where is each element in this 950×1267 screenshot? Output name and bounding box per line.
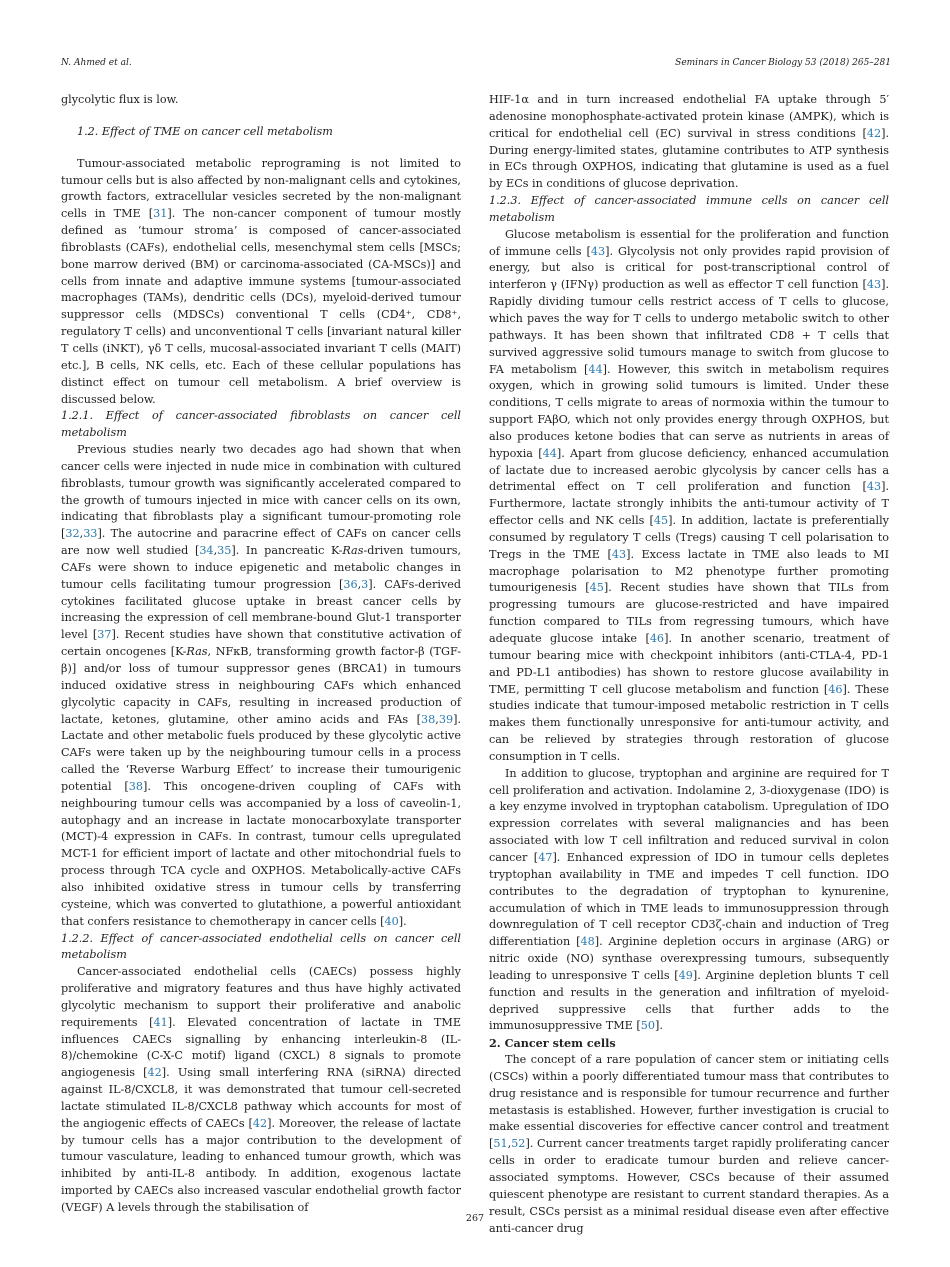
paragraph-tryptophan: In addition to glucose, tryptophan and arginine are required for T cell proliferation and activation. Indolamine 2, 3-dioxygenase (IDO) is a key enzyme involved in tryptophan catabolism. Upregulation of IDO expression correlates with several malignancies and has been associated with low T cell infiltration and reduced survival in colon cancer [47]. Enhanced expression of IDO in tumour cells depletes tryptophan availability in TME and impedes T cell function. IDO contributes to the degradation of tryptophan to kynurenine, accumulation of which in TME leads to immunosuppression through downregulation of T cell receptor CD3ζ-chain and induction of Treg differentiation [48]. Arginine depletion occurs in arginase (ARG) or nitric oxide (NO) synthase overexpressing tumours, subsequently leading to unresponsive T cells [49]. Arginine depletion blunts T cell function and results in the generation and infiltration of myeloid-deprived suppressive cells that further adds to the immunosuppressive TME [50]. [489,766,889,1033]
citation-link[interactable]: 51 [493,1137,508,1151]
section-1-2-heading: 1.2. Effect of TME on cancer cell metabolism [77,124,333,138]
citation-link[interactable]: 43 [866,278,882,292]
citation-link[interactable]: 38 [421,712,436,726]
paragraph-caecs: Cancer-associated endothelial cells (CAECs) possess highly proliferative and migratory features and thus have highly activated glycolytic mechanism to support their proliferative and anabolic requirements [41]. Elevated concentration of lactate in TME influences CAECs signalling by enhancing interleukin-8 (IL-8)/chemokine (C-X-C motif) ligand (CXCL) 8 signals to promote angiogenesis [42]. Using small interfering RNA (siRNA) directed against IL-8/CXCL8, it was demonstrated that tumour cell-secreted lactate stimulated IL-8/CXCL8 pathway which accounts for most of the angiogenic effects of CAECs [42]. Moreover, the release of lactate by tumour cells has a major contribution to the development of tumour vasculature, leading to enhanced tumour growth, which was inhibited by anti-IL-8 antibody. In addition, exogenous lactate imported by CAECs also increased vascular endothelial growth factor (VEGF) A levels through the stabilisation of [61,965,462,1214]
continuation-text: glycolytic flux is low. [61,93,179,106]
running-head-authors: N. Ahmed et al. [61,58,132,68]
citation-link[interactable]: 32 [65,527,80,541]
section-1-2-3-heading: 1.2.3. Effect of cancer-associated immune cells on cancer cell metabolism [489,194,889,224]
citation-link[interactable]: 43 [866,480,882,494]
citation-link[interactable]: 37 [97,628,112,642]
page-number: 267 [465,1213,485,1224]
paragraph-cafs: Previous studies nearly two decades ago had shown that when cancer cells were injected in nude mice in combination with cultured fibroblasts, tumour growth was significantly accelerated compared to the growth of tumours injected in mice with cancer cells on its own, indicating that fibroblasts play a significant tumour-promoting role [32,33]. The autocrine and paracrine effect of CAFs on cancer cells are now well studied [34,35]. In pancreatic K-Ras-driven tumours, CAFs were shown to induce epigenetic and metabolic changes in tumour cells facilitating tumour progression [36,3]. CAFs-derived cytokines facilitated glucose uptake in breast cancer cells by increasing the expression of cell membrane-bound Glut-1 transporter level [37]. Recent studies have shown that constitutive activation of certain oncogenes [K-Ras, NFκB, transforming growth factor-β (TGF-β)] and/or loss of tumour suppressor genes (BRCA1) in tumours induced oxidative stress in neighbouring CAFs which enhanced glycolytic capacity in CAFs, resulting in increased production of lactate, ketones, glutamine, other amino acids and FAs [38,39]. Lactate and other metabolic fuels produced by these glycolytic active CAFs were taken up by the neighbouring tumour cells in a process called the ‘Reverse Warburg Effect’ to increase their tumourigenic potential [38]. This oncogene-driven coupling of CAFs with neighbouring tumour cells was accompanied by a loss of caveolin-1, autophagy and an increase in lactate monocarboxylate transporter (MCT)-4 expression in CAFs. In contrast, tumour cells upregulated MCT-1 for efficient import of lactate and other mitochondrial fuels to process through TCA cycle and OXPHOS. Metabolically-active CAFs also inhibited oxidative stress in tumour cells by transferring cysteine, which was converted to glutathione, a powerful antioxidant that confers resistance to chemotherapy in cancer cells [40]. [61,443,462,928]
citation-link[interactable]: 50 [640,1019,655,1033]
citation-link[interactable]: 41 [153,1015,168,1029]
citation-link[interactable]: 34 [199,544,214,558]
paragraph-tme: Tumour-associated metabolic reprograming is not limited to tumour cells but is also affected by non-malignant cells and cytokines, growth factors, extracellular vesicles secreted by the non-malignant cells in TME [31]. The non-cancer component of tumour mostly defined as ‘tumour stroma’ is composed of cancer-associated fibroblasts (CAFs), endothelial cells, mesenchymal stem cells [MSCs; bone marrow derived (BM) or carcinoma-associated (CA-MSCs)] and cells from innate and adaptive immune systems [tumour-associated macrophages (TAMs), dendritic cells (DCs), myeloid-derived tumour suppressor cells (MDSCs) conventional T cells (CD4⁺, CD8⁺, regulatory T cells) and unconventional T cells [invariant natural killer T cells (iNKT), γδ T cells, mucosal-associated invariant T cells (MAIT) etc.], B cells, NK cells, etc. Each of these cellular populations has distinct effect on tumour cell metabolism. A brief overview is discussed below. [61,156,461,406]
citation-link[interactable]: 47 [538,850,553,864]
paragraph-cscs: The concept of a rare population of cancer stem or initiating cells (CSCs) within a poorly differentiated tumour mass that contributes to drug resistance and is responsible for tumour recurrence and further metastasis is established. However, further investigation is crucial to make essential discoveries for effective cancer control and treatment [51,52]. Current cancer treatments target rapidly proliferating cancer cells in order to eradicate tumour burden and relieve cancer-associated symptoms. However, CSCs because of their assumed quiescent phenotype are resistant to current standard therapies. As a result, CSCs persist as a minimal residual disease even after effective anti-cancer drug [489,1053,889,1235]
citation-link[interactable]: 44 [542,446,557,460]
paragraph-immune-glucose: Glucose metabolism is essential for the proliferation and function of immune cells [43]. Glycolysis not only provides rapid provision of energy, but also is critical for post-transcriptional control of interferon γ (IFNγ) production as well as effector T cell function [43]. Rapidly dividing tumour cells restrict access of T cells to glucose, which paves the way for T cells to undergo metabolic switch to other pathways. It has been shown that infiltrated CD8 + T cells that survived aggressive solid tumours manage to switch from glucose to FA metabolism [44]. However, this switch in metabolism requires oxygen, which in growing solid tumours is limited. Under these conditions, T cells migrate to areas of normoxia within the tumour to support FAβO, which not only provides energy through OXPHOS, but also produces ketone bodies that can serve as nutrients in areas of hypoxia [44]. Apart from glucose deficiency, enhanced accumulation of lactate due to increased aerobic glycolysis by cancer cells has a detrimental effect on T cell proliferation and function [43]. Furthermore, lactate strongly inhibits the anti-tumour activity of T effector cells and NK cells [45]. In addition, lactate is preferentially consumed by regulatory T cells (Tregs) causing T cell polarisation to Tregs in the TME [43]. Excess lactate in TME also leads to MI macrophage polarisation to M2 phenotype further promoting tumourigenesis [45]. Recent studies have shown that TILs from progressing tumours are glucose-restricted and have impaired function compared to TILs from regressing tumours, which have adequate glucose intake [46]. In another scenario, treatment of tumour bearing mice with checkpoint inhibitors (anti-CTLA-4, PD-1 and PD-L1 antibodies) has shown to restore glucose availability in TME, permitting T cell glucose metabolism and function [46]. These studies indicate that tumour-imposed metabolic restriction in T cells makes them functionally unresponsive for anti-tumour activity, and can be relieved by strategies through restoration of glucose consumption in T cells. [489,227,890,763]
citation-link[interactable]: 38 [128,779,143,793]
citation-link[interactable]: 44 [588,362,603,376]
running-head-journal: Seminars in Cancer Biology 53 (2018) 265–281 [675,58,891,68]
citation-link[interactable]: 49 [678,968,693,982]
citation-link[interactable]: 43 [611,547,627,561]
citation-link[interactable]: 40 [384,914,399,928]
section-1-2-1-heading: 1.2.1. Effect of cancer-associated fibroblasts on cancer cell metabolism [61,409,461,440]
citation-link[interactable]: 3 [361,577,369,591]
citation-link[interactable]: 31 [153,207,168,221]
citation-link[interactable]: 35 [217,544,232,558]
section-2-heading: 2. Cancer stem cells [489,1036,616,1051]
citation-link[interactable]: 42 [866,126,882,140]
paragraph-hif: HIF-1α and in turn increased endothelial FA uptake through 5′ adenosine monophosphate-activated protein kinase (AMPK), which is critical for endothelial cell (EC) survival in stress conditions [42]. During energy-limited states, glutamine contributes to ATP synthesis in ECs through OXPHOS, indicating that glutamine is used as a fuel by ECs in conditions of glucose deprivation. [489,93,889,191]
citation-link[interactable]: 36 [343,577,358,591]
citation-link[interactable]: 48 [580,935,595,949]
citation-link[interactable]: 39 [438,712,454,726]
citation-link[interactable]: 46 [828,682,843,696]
citation-link[interactable]: 43 [590,244,606,258]
citation-link[interactable]: 42 [147,1066,162,1080]
citation-link[interactable]: 42 [252,1116,268,1130]
citation-link[interactable]: 33 [83,527,98,541]
right-column [489,92,889,1237]
citation-link[interactable]: 46 [649,632,665,645]
left-column [61,92,461,1217]
citation-link[interactable]: 45 [653,514,669,528]
citation-link[interactable]: 45 [589,581,604,595]
citation-link[interactable]: 52 [511,1137,526,1151]
section-1-2-2-heading: 1.2.2. Effect of cancer-associated endothelial cells on cancer cell metabolism [61,931,461,962]
